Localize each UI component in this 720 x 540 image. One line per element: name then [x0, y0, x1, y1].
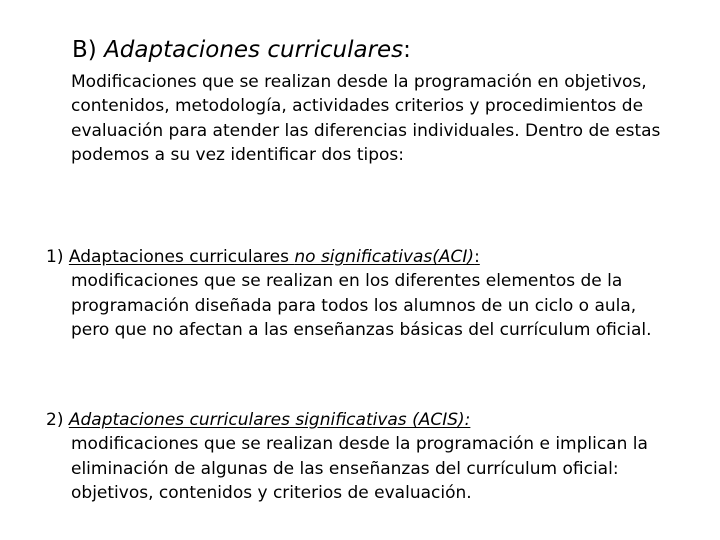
item-title-italic: Adaptaciones curriculares significativas (ACIS): [68, 410, 471, 430]
item-title [69, 410, 471, 430]
item-body: modificaciones que se realizan desde la programación e implican la eliminación de algunas de las enseñanzas del currículum oficial: objetivos, contenidos y criterios de evaluación. [71, 434, 648, 504]
list-item-aci [46, 245, 676, 343]
item-number: 2) [46, 410, 69, 430]
item-title-line [46, 408, 676, 432]
list-item-acis [46, 408, 676, 506]
heading-prefix: B) [72, 37, 105, 63]
item-body: modificaciones que se realizan en los diferentes elementos de la programación diseñada para todos los alumnos de un ciclo o aula, pero que no afectan a las enseñanzas básicas del currículum oficial. [71, 271, 652, 341]
heading-title: Adaptaciones curriculares [104, 37, 404, 63]
item-number: 1) [46, 247, 69, 267]
item-title-end: : [474, 247, 480, 267]
intro-paragraph: Modificaciones que se realizan desde la programación en objetivos, contenidos, metodología, actividades criterios y procedimientos de evaluación para atender las diferencias individuales. Dentro de estas podemos a su vez identificar dos tipos: [71, 72, 661, 166]
item-title [69, 247, 480, 267]
item-title-italic: no significativas(ACI) [294, 247, 475, 267]
item-title-plain: Adaptaciones curriculares [68, 247, 295, 267]
item-title-line [46, 245, 676, 269]
slide-heading [72, 34, 411, 66]
heading-suffix: : [403, 37, 411, 63]
